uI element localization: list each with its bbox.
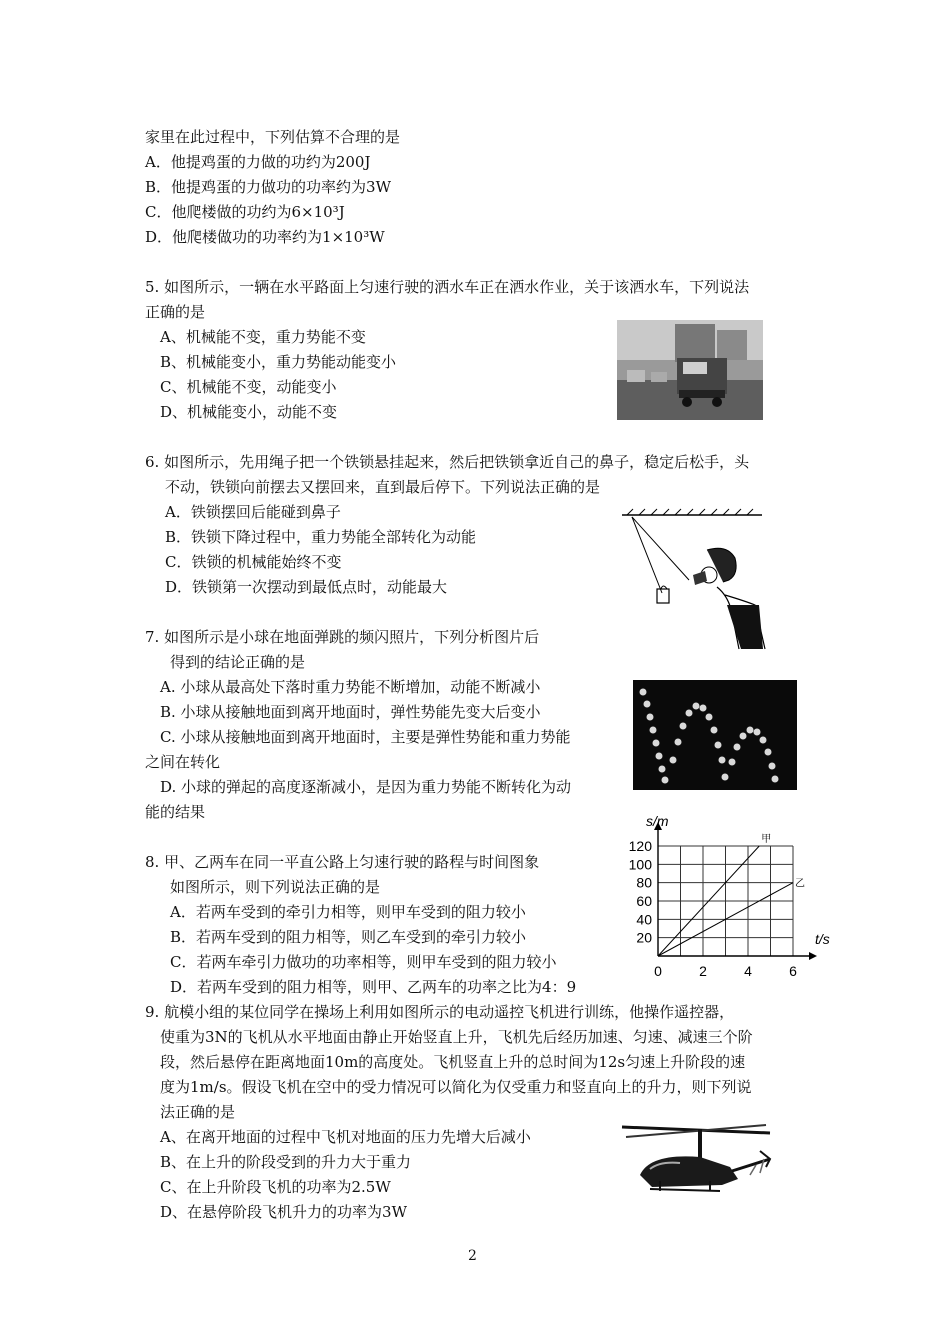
q7-option-a: A. 小球从最高处下落时重力势能不断增加，动能不断减小	[160, 678, 541, 696]
y-tick-label: 120	[628, 838, 652, 854]
q9-stem-line-1: 9. 航模小组的某位同学在操场上利用如图所示的电动遥控飞机进行训练，他操作遥控器，	[145, 1003, 735, 1021]
series-name-1: 甲	[761, 834, 772, 845]
q9-option-a: A、在离开地面的过程中飞机对地面的压力先增大后减小	[160, 1128, 531, 1146]
q5-option-b: B、机械能变小，重力势能动能变小	[160, 353, 397, 371]
bouncing-ball-photo	[633, 680, 797, 790]
x-axis-label: t/s	[815, 931, 830, 947]
q6-option-b: B．铁锁下降过程中，重力势能全部转化为动能	[165, 528, 477, 546]
q9-option-d: D、在悬停阶段飞机升力的功率为3W	[160, 1203, 407, 1221]
q9-option-b: B、在上升的阶段受到的升力大于重力	[160, 1153, 412, 1171]
x-axis-arrow	[809, 952, 817, 960]
q7-option-d-cont: 能的结果	[145, 803, 206, 821]
q8-option-b: B．若两车受到的阻力相等，则乙车受到的牵引力较小	[170, 928, 527, 946]
q9-stem-line-3: 段，然后悬停在距离地面10m的高度处。飞机竖直上升的总时间为12s匀速上升阶段的速	[160, 1053, 746, 1071]
chart-labels	[629, 813, 830, 979]
page-number: 2	[468, 1248, 477, 1264]
x-tick-label: 2	[699, 963, 707, 979]
chart-grid	[658, 846, 793, 956]
q5-option-d: D、机械能变小，动能不变	[160, 403, 338, 421]
y-tick-label: 60	[636, 893, 652, 909]
y-tick-label: 40	[636, 911, 652, 928]
q8-option-c: C．若两车牵引力做功的功率相等，则甲车受到的阻力较小	[170, 953, 557, 971]
q7-option-c: C. 小球从接触地面到离开地面时，主要是弹性势能和重力势能	[160, 728, 571, 746]
y-axis-label: s/m	[646, 813, 669, 829]
q8-stem-line-2: 如图所示，则下列说法正确的是	[170, 878, 381, 896]
q5-stem-line-1: 5. 如图所示，一辆在水平路面上匀速行驶的洒水车正在洒水作业，关于该洒水车，下列说法	[145, 278, 750, 296]
q7-stem-line-1: 7. 如图所示是小球在地面弹跳的频闪照片，下列分析图片后	[145, 628, 540, 646]
q6-option-a: A．铁锁摆回后能碰到鼻子	[165, 503, 341, 521]
y-tick-label: 80	[636, 874, 652, 891]
q9-stem-line-2: 使重为3N的飞机从水平地面由静止开始竖直上升，飞机先后经历加速、匀速、减速三个阶	[160, 1028, 753, 1046]
q6-option-d: D．铁锁第一次摆动到最低点时，动能最大	[165, 578, 448, 596]
intro-option-d: D．他爬楼做功的功率约为1×10³W	[145, 228, 385, 246]
rc-helicopter-photo	[620, 1115, 792, 1210]
y-tick-label: 20	[636, 929, 652, 946]
q5-option-a: A、机械能不变，重力势能不变	[160, 328, 366, 346]
intro-option-a: A．他提鸡蛋的力做的功约为200J	[145, 153, 371, 171]
x-tick-label: 6	[789, 963, 797, 979]
q9-option-c: C、在上升阶段飞机的功率为2.5W	[160, 1178, 391, 1196]
q5-option-c: C、机械能不变，动能变小	[160, 378, 337, 396]
series-name-2: 乙	[795, 878, 805, 890]
q7-stem-line-2: 得到的结论正确的是	[170, 653, 306, 671]
q9-stem-line-4: 度为1m/s。假设飞机在空中的受力情况可以简化为仅受重力和竖直向上的升力，则下列说	[160, 1078, 752, 1096]
intro-stem: 家里在此过程中，下列估算不合理的是	[145, 128, 401, 146]
q6-stem-line-2: 不动，铁锁向前摆去又摆回来，直到最后停下。下列说法正确的是	[165, 478, 601, 496]
y-tick-label: 100	[628, 856, 652, 873]
q6-stem-line-1: 6. 如图所示，先用绳子把一个铁锁悬挂起来，然后把铁锁拿近自己的鼻子，稳定后松手，头	[145, 453, 750, 471]
q8-option-a: A．若两车受到的牵引力相等，则甲车受到的阻力较小	[170, 903, 526, 921]
q8-option-d: D．若两车受到的阻力相等，则甲、乙两车的功率之比为4：9	[170, 978, 577, 996]
q8-stem-line-1: 8. 甲、乙两车在同一平直公路上匀速行驶的路程与时间图象	[145, 853, 540, 871]
x-tick-label: 4	[744, 963, 752, 979]
distance-time-chart	[620, 812, 845, 992]
q7-option-d: D. 小球的弹起的高度逐渐减小，是因为重力势能不断转化为动	[160, 778, 572, 796]
q5-stem-line-2: 正确的是	[145, 303, 206, 321]
pendulum-lock-figure	[617, 505, 767, 650]
intro-option-b: B．他提鸡蛋的力做功的功率约为3W	[145, 178, 391, 196]
intro-option-c: C．他爬楼做的功约为6×10³J	[145, 203, 345, 221]
q7-option-b: B. 小球从接触地面到离开地面时，弹性势能先变大后变小	[160, 703, 541, 721]
q6-option-c: C．铁锁的机械能始终不变	[165, 553, 342, 571]
origin-label: 0	[654, 963, 662, 979]
q7-option-c-cont: 之间在转化	[145, 753, 221, 771]
q9-stem-line-5: 法正确的是	[160, 1103, 236, 1121]
sprinkler-truck-photo	[617, 320, 763, 420]
